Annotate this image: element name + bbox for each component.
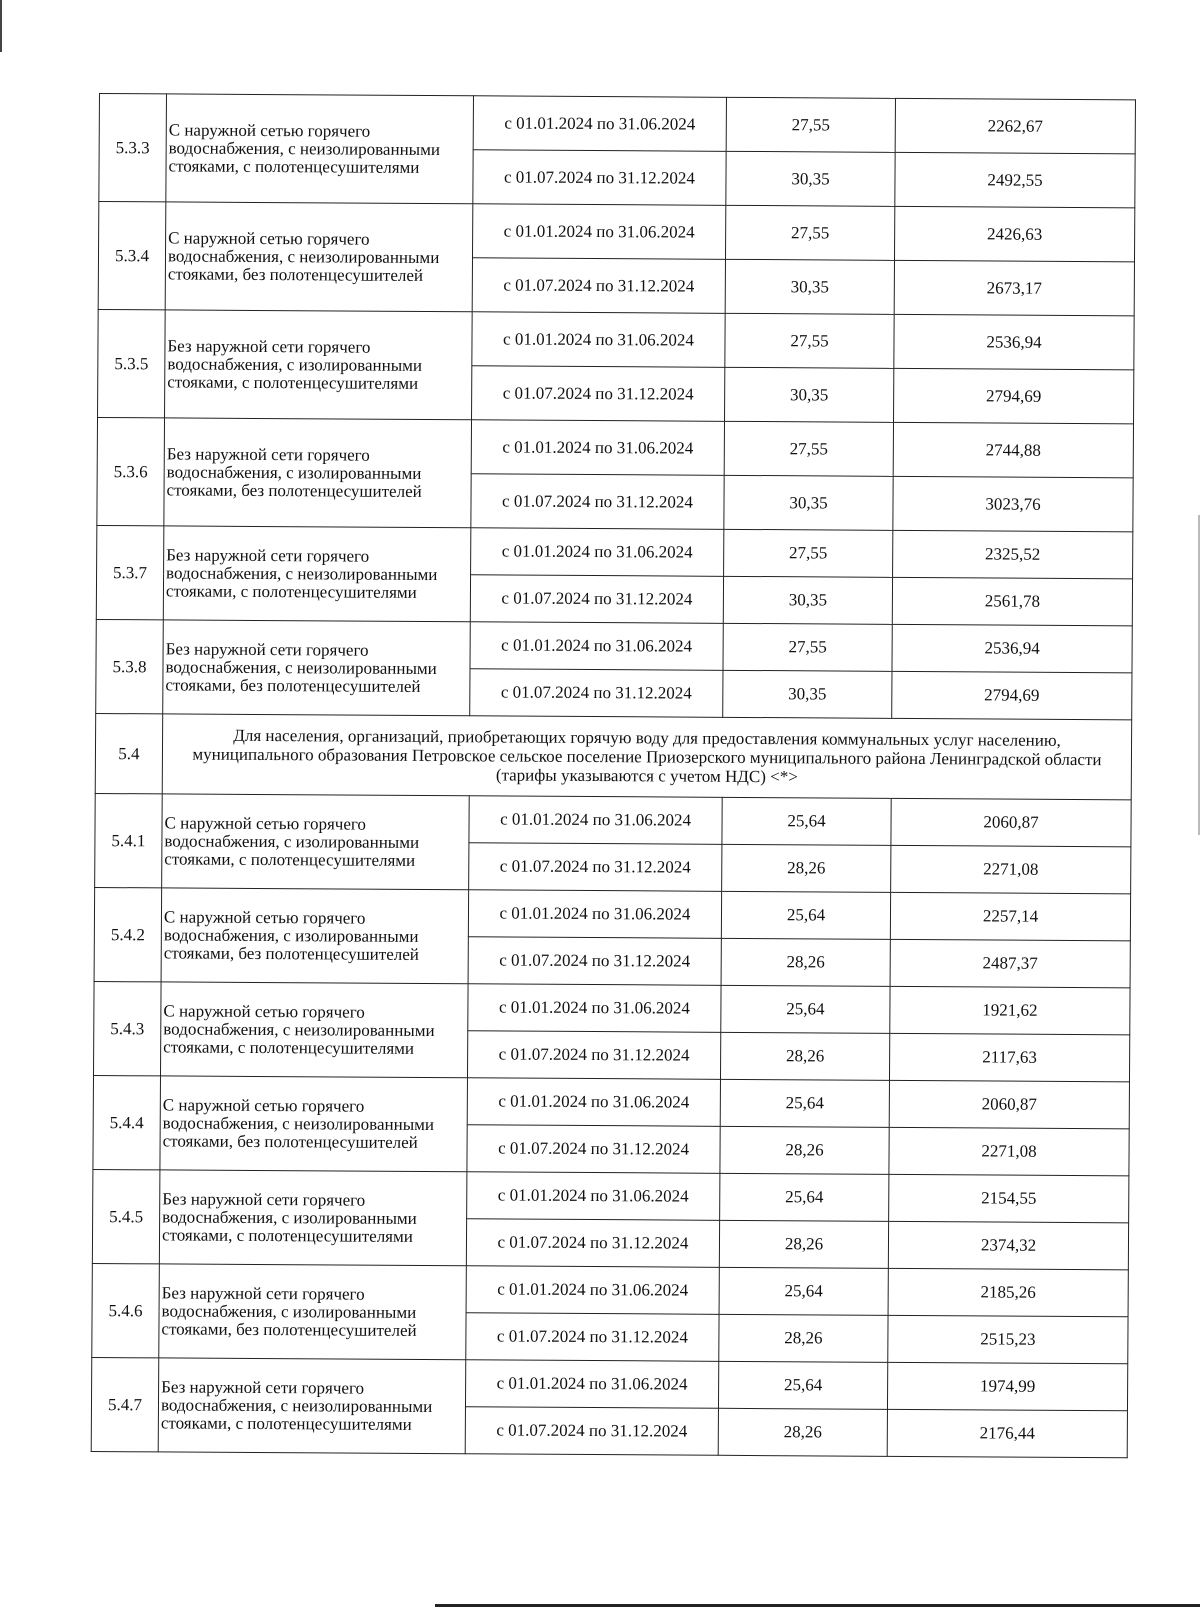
period-cell: с 01.07.2024 по 31.12.2024 bbox=[465, 1407, 718, 1456]
tariff-cell: 2374,32 bbox=[888, 1221, 1128, 1269]
period-cell: с 01.07.2024 по 31.12.2024 bbox=[466, 1219, 719, 1268]
tariff-cell: 1974,99 bbox=[887, 1362, 1127, 1410]
row-code: 5.4.2 bbox=[94, 887, 162, 981]
row-description: Без наружной сети горячего водоснабжения, с неизолированными стояками, без полотенцесушителей bbox=[163, 620, 471, 716]
table-row bbox=[91, 1357, 1127, 1410]
tariff-cell: 2561,78 bbox=[892, 577, 1132, 625]
row-description: С наружной сетью горячего водоснабжения, с изолированными стояками, без полотенцесушителей bbox=[161, 888, 469, 984]
period-cell: с 01.01.2024 по 31.06.2024 bbox=[469, 796, 722, 845]
table-row bbox=[94, 887, 1130, 940]
period-cell: с 01.07.2024 по 31.12.2024 bbox=[470, 575, 723, 624]
table-row bbox=[97, 525, 1133, 578]
tariff-cell: 2673,17 bbox=[894, 260, 1134, 315]
value-cell: 28,26 bbox=[720, 1032, 889, 1080]
value-cell: 30,35 bbox=[723, 576, 892, 624]
tariff-cell: 1921,62 bbox=[890, 986, 1130, 1034]
row-code: 5.3.3 bbox=[99, 94, 167, 202]
value-cell: 30,35 bbox=[724, 475, 893, 530]
row-code: 5.4.5 bbox=[92, 1169, 160, 1263]
table-row bbox=[97, 417, 1133, 477]
tariff-cell: 2794,69 bbox=[894, 368, 1134, 423]
period-cell: с 01.01.2024 по 31.06.2024 bbox=[470, 622, 723, 671]
value-cell: 27,55 bbox=[726, 97, 895, 152]
row-code: 5.4.1 bbox=[95, 793, 163, 887]
value-cell: 30,35 bbox=[725, 367, 894, 422]
tariff-cell: 2060,87 bbox=[889, 1080, 1129, 1128]
row-description: Без наружной сети горячего водоснабжения, с изолированными стояками, без полотенцесушителей bbox=[164, 418, 472, 528]
tariff-cell: 2492,55 bbox=[895, 152, 1135, 207]
period-cell: с 01.01.2024 по 31.06.2024 bbox=[467, 1172, 720, 1221]
period-cell: с 01.01.2024 по 31.06.2024 bbox=[468, 890, 721, 939]
period-cell: с 01.01.2024 по 31.06.2024 bbox=[468, 984, 721, 1033]
tariff-cell: 2154,55 bbox=[889, 1174, 1129, 1222]
row-code: 5.3.4 bbox=[98, 202, 166, 310]
value-cell: 27,55 bbox=[725, 313, 894, 368]
tariff-table bbox=[91, 93, 1136, 1458]
row-code: 5.3.6 bbox=[97, 417, 165, 525]
row-code: 5.4.6 bbox=[92, 1263, 160, 1357]
value-cell: 30,35 bbox=[723, 670, 892, 718]
tariff-table-body bbox=[91, 94, 1135, 1458]
tariff-cell: 2794,69 bbox=[892, 671, 1132, 719]
period-cell: с 01.01.2024 по 31.06.2024 bbox=[466, 1266, 719, 1315]
value-cell: 25,64 bbox=[719, 1267, 888, 1315]
row-description: С наружной сетью горячего водоснабжения, с неизолированными стояками, с полотенцесушителями bbox=[160, 982, 468, 1078]
value-cell: 25,64 bbox=[721, 985, 890, 1033]
table-row bbox=[93, 1075, 1129, 1128]
section-title: Для населения, организаций, приобретающих горячую воду для предоставления коммунальных услуг населению, муниципального образования Петровское сельское поселение Приозерского муниципального района Ленинградской области (тарифы указываются с учетом НДС) <*> bbox=[162, 714, 1131, 800]
table-row bbox=[99, 94, 1135, 154]
tariff-cell: 2185,26 bbox=[888, 1268, 1128, 1316]
tariff-cell: 2536,94 bbox=[892, 624, 1132, 672]
row-code: 5.3.5 bbox=[98, 309, 166, 417]
value-cell: 25,64 bbox=[722, 797, 891, 845]
tariff-cell: 2271,08 bbox=[891, 845, 1131, 893]
tariff-cell: 2536,94 bbox=[894, 314, 1134, 369]
value-cell: 25,64 bbox=[720, 1079, 889, 1127]
period-cell: с 01.01.2024 по 31.06.2024 bbox=[471, 528, 724, 577]
scan-edge-mark bbox=[435, 1604, 1200, 1607]
value-cell: 28,26 bbox=[720, 1126, 889, 1174]
value-cell: 28,26 bbox=[719, 1314, 888, 1362]
row-description: Без наружной сети горячего водоснабжения, с неизолированными стояками, с полотенцесушителями bbox=[158, 1358, 466, 1454]
tariff-cell: 3023,76 bbox=[893, 476, 1133, 531]
row-code: 5.4.4 bbox=[93, 1075, 161, 1169]
period-cell: с 01.07.2024 по 31.12.2024 bbox=[466, 1313, 719, 1362]
value-cell: 28,26 bbox=[719, 1220, 888, 1268]
tariff-cell: 2176,44 bbox=[887, 1409, 1127, 1457]
period-cell: с 01.07.2024 по 31.12.2024 bbox=[470, 669, 723, 718]
period-cell: с 01.07.2024 по 31.12.2024 bbox=[469, 843, 722, 892]
period-cell: с 01.07.2024 по 31.12.2024 bbox=[468, 937, 721, 986]
row-code: 5.3.7 bbox=[96, 525, 164, 619]
value-cell: 28,26 bbox=[721, 938, 890, 986]
period-cell: с 01.07.2024 по 31.12.2024 bbox=[472, 258, 725, 314]
table-row bbox=[92, 1263, 1128, 1316]
tariff-cell: 2117,63 bbox=[889, 1033, 1129, 1081]
row-description: С наружной сетью горячего водоснабжения, с неизолированными стояками, без полотенцесушителей bbox=[160, 1076, 468, 1172]
value-cell: 28,26 bbox=[718, 1408, 887, 1456]
tariff-cell: 2262,67 bbox=[895, 98, 1135, 153]
tariff-cell: 2487,37 bbox=[890, 939, 1130, 987]
tariff-cell: 2426,63 bbox=[894, 206, 1134, 261]
value-cell: 25,64 bbox=[721, 891, 890, 939]
row-description: С наружной сетью горячего водоснабжения, с неизолированными стояками, с полотенцесушителями bbox=[166, 94, 474, 204]
table-row bbox=[98, 309, 1134, 369]
section-row bbox=[95, 713, 1131, 799]
value-cell: 25,64 bbox=[718, 1361, 887, 1409]
period-cell: с 01.07.2024 по 31.12.2024 bbox=[472, 366, 725, 422]
value-cell: 27,55 bbox=[724, 529, 893, 577]
table-row bbox=[96, 619, 1132, 672]
tariff-cell: 2515,23 bbox=[888, 1315, 1128, 1363]
value-cell: 27,55 bbox=[724, 421, 893, 476]
value-cell: 30,35 bbox=[726, 151, 895, 206]
tariff-cell: 2257,14 bbox=[890, 892, 1130, 940]
tariff-cell: 2060,87 bbox=[891, 798, 1131, 846]
row-code: 5.3.8 bbox=[96, 619, 164, 713]
row-code: 5.4.7 bbox=[91, 1357, 159, 1451]
row-code: 5.4.3 bbox=[93, 981, 161, 1075]
value-cell: 30,35 bbox=[725, 259, 894, 314]
period-cell: с 01.01.2024 по 31.06.2024 bbox=[473, 204, 726, 260]
table-row bbox=[93, 1169, 1129, 1222]
period-cell: с 01.01.2024 по 31.06.2024 bbox=[471, 420, 724, 476]
period-cell: с 01.07.2024 по 31.12.2024 bbox=[467, 1125, 720, 1174]
table-row bbox=[99, 202, 1135, 262]
scan-edge-mark bbox=[0, 0, 2, 52]
value-cell: 27,55 bbox=[725, 205, 894, 260]
tariff-cell: 2325,52 bbox=[893, 530, 1133, 578]
period-cell: с 01.01.2024 по 31.06.2024 bbox=[465, 1360, 718, 1409]
value-cell: 25,64 bbox=[720, 1173, 889, 1221]
section-code: 5.4 bbox=[95, 713, 162, 793]
row-description: Без наружной сети горячего водоснабжения, с изолированными стояками, с полотенцесушителями bbox=[159, 1170, 467, 1266]
value-cell: 28,26 bbox=[722, 844, 891, 892]
row-description: Без наружной сети горячего водоснабжения, с неизолированными стояками, с полотенцесушителями bbox=[163, 526, 471, 622]
value-cell: 27,55 bbox=[723, 623, 892, 671]
period-cell: с 01.07.2024 по 31.12.2024 bbox=[471, 474, 724, 530]
row-description: Без наружной сети горячего водоснабжения, с изолированными стояками, с полотенцесушителями bbox=[165, 310, 473, 420]
table-row bbox=[95, 793, 1131, 846]
tariff-cell: 2271,08 bbox=[889, 1127, 1129, 1175]
period-cell: с 01.07.2024 по 31.12.2024 bbox=[473, 150, 726, 206]
tariff-cell: 2744,88 bbox=[893, 422, 1133, 477]
row-description: Без наружной сети горячего водоснабжения, с изолированными стояками, без полотенцесушителей bbox=[159, 1264, 467, 1360]
row-description: С наружной сетью горячего водоснабжения, с неизолированными стояками, без полотенцесушителей bbox=[165, 202, 473, 312]
period-cell: с 01.01.2024 по 31.06.2024 bbox=[472, 312, 725, 368]
period-cell: с 01.01.2024 по 31.06.2024 bbox=[473, 96, 726, 152]
period-cell: с 01.01.2024 по 31.06.2024 bbox=[467, 1078, 720, 1127]
table-row bbox=[94, 981, 1130, 1034]
period-cell: с 01.07.2024 по 31.12.2024 bbox=[467, 1031, 720, 1080]
row-description: С наружной сетью горячего водоснабжения, с изолированными стояками, с полотенцесушителями bbox=[162, 794, 470, 890]
